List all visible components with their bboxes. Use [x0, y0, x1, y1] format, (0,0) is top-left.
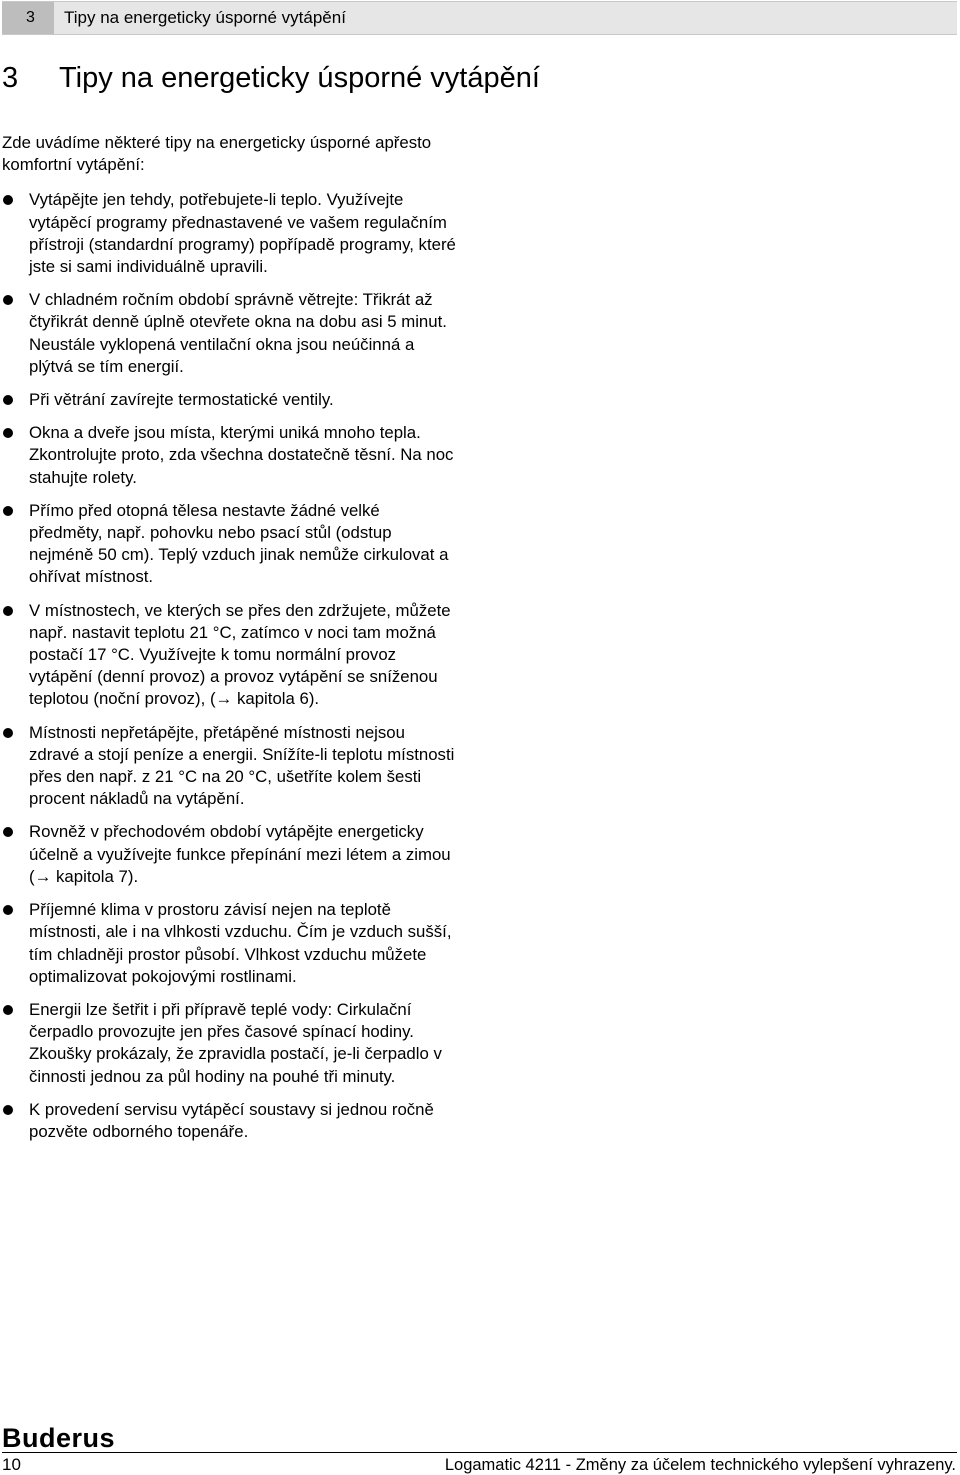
list-item-text: Okna a dveře jsou místa, kterými uniká mnoho tepla. Zkontrolujte proto, zda všechna dostatečně těsní. Na noc stahujte rolety.: [29, 423, 454, 487]
list-item: [2, 821, 457, 888]
heading-title: Tipy na energeticky úsporné vytápění: [59, 62, 540, 94]
footer-note: Logamatic 4211 - Změny za účelem technického vylepšení vyhrazeny.: [444, 1456, 956, 1474]
list-item: [2, 500, 457, 589]
list-item: [2, 1099, 457, 1143]
bullet-icon: [3, 1005, 13, 1015]
list-item: [2, 899, 457, 988]
bullet-icon: [3, 195, 13, 205]
bullet-icon: [3, 295, 13, 305]
tips-list: [2, 189, 457, 1143]
list-item-text: Místnosti nepřetápějte, přetápěné místnosti nejsou zdravé a stojí peníze a energii. Snížíte-li teplotu místnosti přes den např. z 21 °C na 20 °C, ušetříte kolem šesti procent nákladů na vytápění.: [29, 722, 455, 809]
page-number: 10: [2, 1455, 21, 1474]
list-item: [2, 422, 457, 489]
footer-divider: [2, 1452, 957, 1453]
list-item-text: V chladném ročním období správně větrejte: Třikrát až čtyřikrát denně úplně otevřete okna na dobu asi 5 minut. Neustále vyklopená ventilační okna jsou neúčinná a plýtvá se tím energií.: [29, 290, 447, 376]
list-item-text: Při větrání zavírejte termostatické ventily.: [29, 390, 334, 410]
bullet-icon: [3, 395, 13, 405]
buderus-logo: Buderus: [2, 1423, 116, 1453]
list-item: [2, 389, 457, 411]
section-title: Tipy na energeticky úsporné vytápění: [64, 8, 346, 27]
list-item-text: Energii lze šetřit i při přípravě teplé vody: Cirkulační čerpadlo provozujte jen přes časové spínací hodiny. Zkoušky prokázaly, že zpravidla postačí, je-li čerpadlo v činnosti jednou za půl hodiny na pouhé tři minuty.: [29, 999, 442, 1086]
list-item: [2, 189, 457, 278]
page-heading: [2, 60, 540, 96]
list-item: [2, 999, 457, 1088]
list-item-text: K provedení servisu vytápěcí soustavy si jednou ročně pozvěte odborného topenáře.: [29, 1099, 434, 1141]
bullet-icon: [3, 827, 13, 837]
list-item-text: Příjemné klima v prostoru závisí nejen na teplotě místnosti, ale i na vlhkosti vzduchu. Čím je vzduch sušší, tím chladněji prostor působí. Vlhkost vzduchu můžete optimalizovat pokojovými rostlinami.: [29, 900, 452, 986]
intro-paragraph: Zde uvádíme některé tipy na energeticky úsporné apřesto komfortní vytápění:: [2, 133, 432, 175]
section-number: 3: [2, 2, 54, 34]
heading-number: 3: [2, 62, 19, 94]
list-item-text: V místnostech, ve kterých se přes den zdržujete, můžete např. nastavit teplotu 21 °C, zatímco v noci tam možná postačí 17 °C. Využívejte k tomu normální provoz vytápění (denní provoz) a provoz vytápění se sníženou teplotou (noční provoz), (→ kapitola 6).: [29, 600, 451, 709]
list-item-text: Vytápějte jen tehdy, potřebujete-li teplo. Využívejte vytápěcí programy přednastavené ve vašem regulačním přístroji (standardní programy) popřípadě programy, které jste si sami individuálně upravili.: [29, 190, 456, 277]
page-content: [2, 132, 457, 1154]
bullet-icon: [3, 506, 13, 516]
section-header-bar: [2, 1, 957, 35]
bullet-icon: [3, 728, 13, 738]
list-item: [2, 289, 457, 378]
list-item-text: Rovněž v přechodovém období vytápějte energeticky účelně a využívejte funkce přepínání mezi létem a zimou (→ kapitola 7).: [29, 822, 451, 886]
list-item-text: Přímo před otopná tělesa nestavte žádné velké předměty, např. pohovku nebo psací stůl (odstup nejméně 50 cm). Teplý vzduch jinak nemůže cirkulovat a ohřívat místnost.: [29, 500, 449, 587]
list-item: [2, 722, 457, 811]
bullet-icon: [3, 905, 13, 915]
bullet-icon: [3, 606, 13, 616]
bullet-icon: [3, 1105, 13, 1115]
bullet-icon: [3, 428, 13, 438]
list-item: [2, 600, 457, 711]
